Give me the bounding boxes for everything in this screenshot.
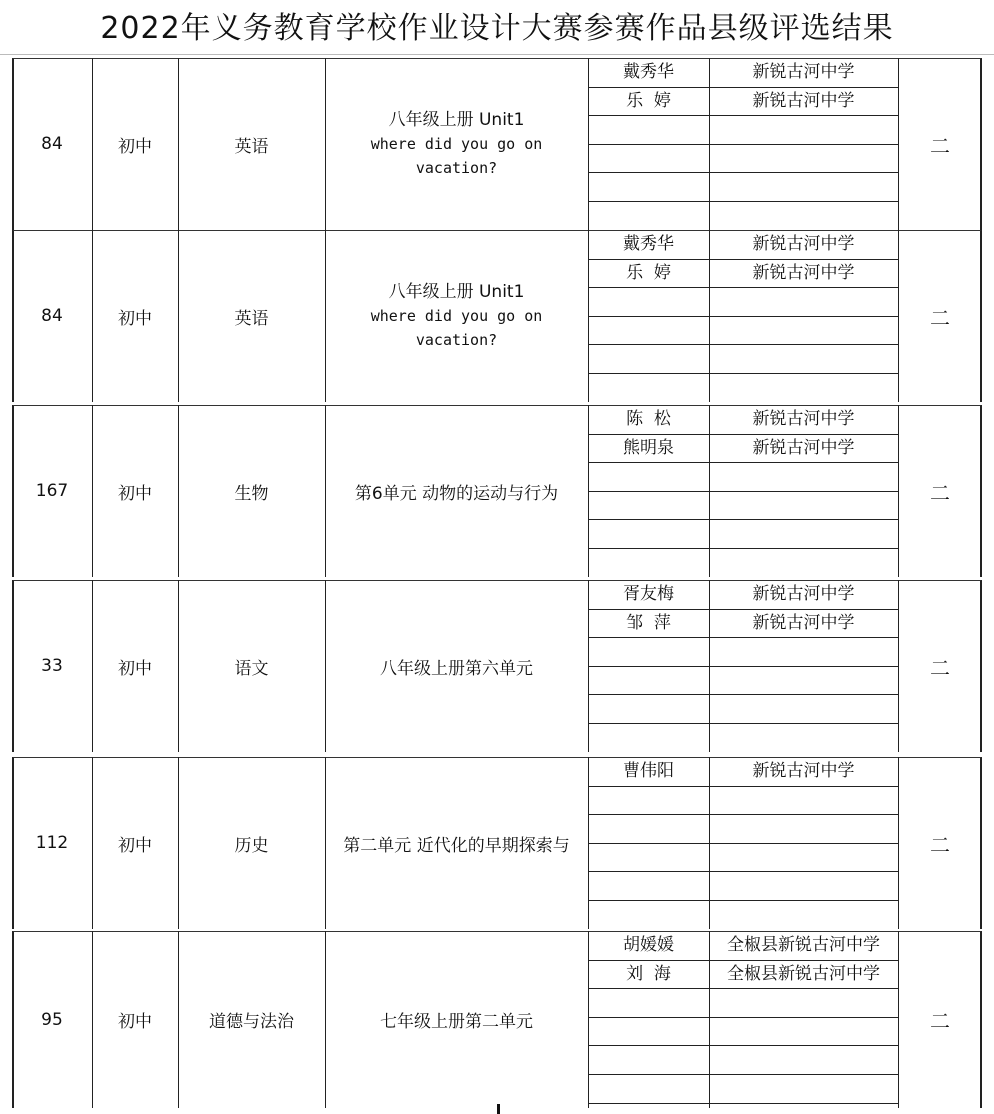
author-school: 新锐古河中学 [752,262,855,283]
award-level: 二 [930,655,950,680]
author-row-divider [588,373,898,374]
work-title [327,230,586,402]
subject-name: 语文 [234,658,269,679]
author-row-divider [588,1074,898,1075]
column-divider [325,757,326,929]
author-name: 曹伟阳 [623,761,674,781]
work-id: 84 [41,306,63,326]
author-row-divider [588,871,898,872]
work-title-line: 七年级上册第二单元 [380,1012,533,1032]
column-divider [325,580,326,752]
school-level: 初中 [118,136,152,157]
author-name: 胥友梅 [623,584,674,604]
work-title [327,405,586,577]
author-name: 戴秀华 [623,62,674,82]
work-id: 112 [35,833,69,853]
column-divider [325,230,326,402]
author-row-divider [588,666,898,667]
award-level: 二 [930,480,950,505]
column-divider [325,58,326,230]
author-school: 新锐古河中学 [752,409,855,429]
author-row-divider [588,1103,898,1104]
school-level: 初中 [118,1012,152,1032]
subject-name: 英语 [234,136,269,157]
work-id: 95 [41,1009,63,1030]
author-row-divider [588,843,898,844]
table-row [12,580,982,752]
author-name: 陈 松 [626,409,671,429]
work-title-line: 第6单元 动物的运动与行为 [354,483,559,504]
author-row-divider [588,1017,898,1018]
author-row-divider [588,144,898,145]
award-level: 二 [930,832,950,857]
author-row-divider [588,900,898,901]
subject-name: 道德与法治 [209,1012,294,1032]
author-row-divider [588,344,898,345]
scan-mark [497,1104,500,1114]
author-row-divider [588,287,898,288]
subject-name: 英语 [234,308,269,329]
author-school: 新锐古河中学 [752,612,855,633]
work-id: 167 [35,481,69,501]
work-title [327,931,586,1108]
table-row [12,405,982,577]
author-school: 全椒县新锐古河中学 [727,963,880,984]
subject-name: 生物 [234,483,269,504]
author-school: 新锐古河中学 [752,62,855,82]
work-id: 33 [41,656,63,676]
author-row-divider [588,694,898,695]
page-title: 2022年义务教育学校作业设计大赛参赛作品县级评选结果 [100,11,894,46]
author-row-divider [588,1045,898,1046]
author-row-divider [588,115,898,116]
work-title-line: 八年级上册第六单元 [380,658,533,679]
column-divider [325,405,326,577]
author-row-divider [588,548,898,549]
work-title-line: vacation? [415,159,498,177]
author-name: 乐 婷 [626,90,671,111]
work-title-line: vacation? [415,331,498,349]
school-level: 初中 [118,658,152,679]
author-row-divider [588,201,898,202]
table-row [12,230,982,402]
author-row-divider [588,637,898,638]
author-school: 新锐古河中学 [752,761,855,781]
work-title [327,757,586,929]
author-name: 乐 婷 [626,262,671,283]
author-school: 新锐古河中学 [752,584,855,604]
work-title [327,58,586,230]
table-row [12,58,982,230]
work-title-line: 第二单元 近代化的早期探索与 [343,835,570,856]
table-row [12,757,982,929]
award-level: 二 [930,305,950,330]
author-row-divider [588,814,898,815]
author-row-divider [588,491,898,492]
subject-name: 历史 [234,835,269,856]
school-level: 初中 [118,835,152,856]
table-row [12,931,982,1108]
author-row-divider [588,172,898,173]
author-name: 戴秀华 [623,234,674,254]
author-row-divider [588,786,898,787]
work-id: 84 [41,134,63,154]
work-title-line: where did you go on [370,307,543,325]
author-school: 新锐古河中学 [752,90,855,111]
column-divider [325,931,326,1108]
author-row-divider [588,519,898,520]
author-name: 刘 海 [626,963,671,984]
work-title-line: where did you go on [370,135,543,153]
work-title-line: 八年级上册 Unit1 [388,282,525,302]
school-level: 初中 [118,483,152,504]
author-row-divider [588,988,898,989]
award-level: 二 [930,133,950,158]
author-school: 新锐古河中学 [752,234,855,254]
author-school: 全椒县新锐古河中学 [727,935,880,955]
author-school: 新锐古河中学 [752,437,855,458]
author-name: 邹 萍 [626,612,671,633]
author-row-divider [588,723,898,724]
author-name: 胡媛媛 [623,935,674,955]
award-level: 二 [930,1009,950,1033]
author-row-divider [588,462,898,463]
author-name: 熊明泉 [623,437,674,458]
author-row-divider [588,316,898,317]
scan-line [0,54,994,55]
school-level: 初中 [118,308,152,329]
work-title-line: 八年级上册 Unit1 [388,110,525,130]
work-title [327,580,586,752]
